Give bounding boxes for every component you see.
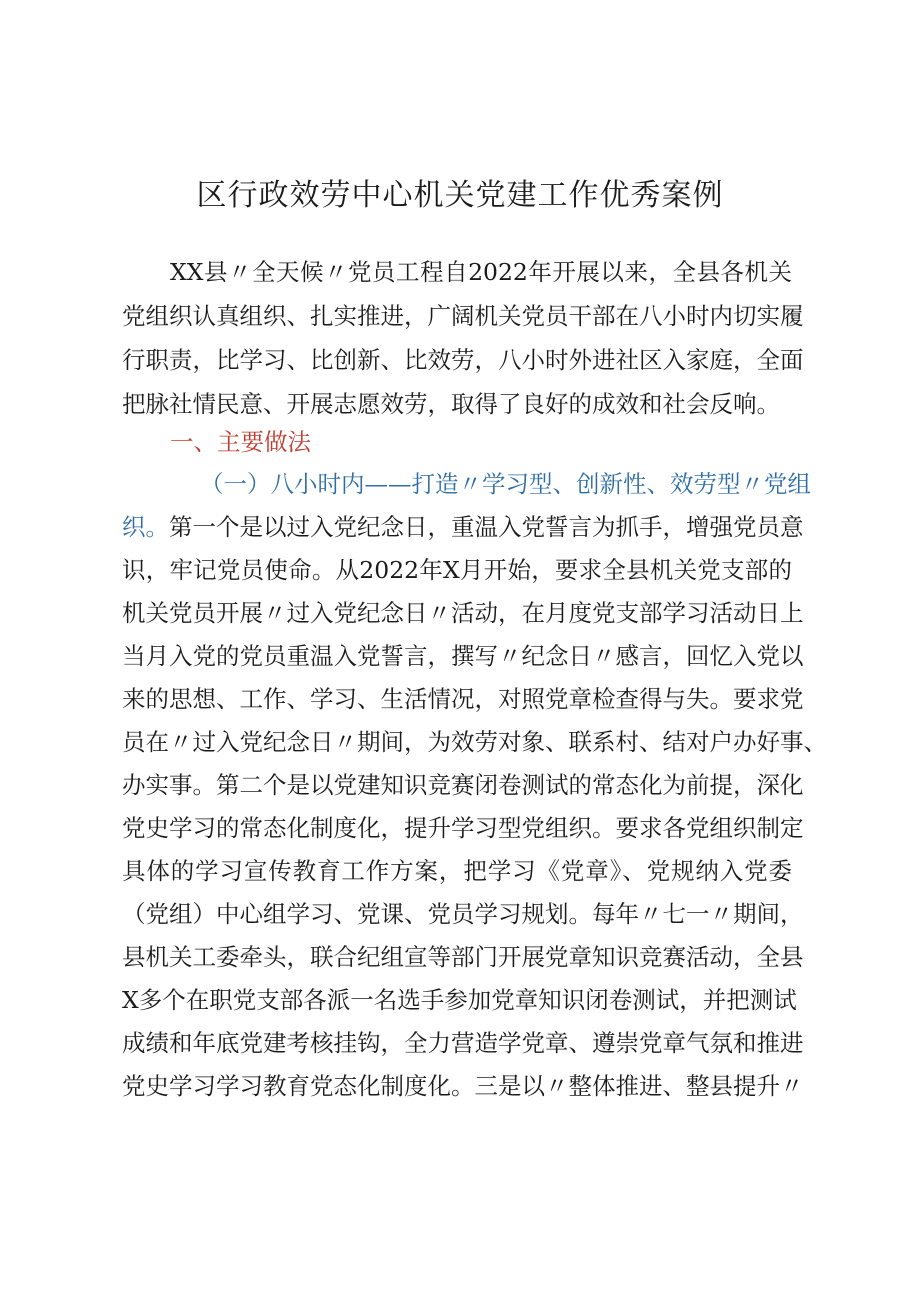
body-line: 具体的学习宣传教育工作方案，把学习《党章》、党规纳入党委	[122, 857, 792, 885]
section-heading: 一、主要做法	[170, 428, 311, 456]
body-line: 当月入党的党员重温入党誓言，撰写〃纪念日〃感言，回忆入党以	[122, 642, 804, 670]
body-line: 来的思想、工作、学习、生活情况，对照党章检查得与失。要求党	[122, 685, 804, 713]
intro-line-2: 党组织认真组织、扎实推进，广阔机关党员干部在八小时内切实履	[122, 302, 804, 330]
subsection-heading: （一）八小时内——打造〃学习型、创新性、效劳型〃党组	[200, 470, 811, 498]
document-title: 区行政效劳中心机关党建工作优秀案例	[196, 178, 724, 213]
intro-line-4: 把脉社情民意、开展志愿效劳，取得了良好的成效和社会反响。	[122, 390, 780, 418]
body-line: 党史学习学习教育党态化制度化。三是以〃整体推进、整县提升〃	[122, 1072, 804, 1100]
subsection-heading-end: 织。	[122, 513, 169, 541]
body-line: （党组）中心组学习、党课、党员学习规划。每年〃七一〃期间，	[122, 900, 804, 928]
intro-line-1: XX县〃全天候〃党员工程自2022年开展以来，全县各机关	[170, 258, 792, 286]
body-line: 机关党员开展〃过入党纪念日〃活动，在月度党支部学习活动日上	[122, 599, 804, 627]
body-line: 办实事。第二个是以党建知识竞赛闭卷测试的常态化为前提，深化	[122, 771, 804, 799]
body-line-first	[122, 505, 804, 549]
body-line: 成绩和年底党建考核挂钩，全力营造学党章、遵崇党章气氛和推进	[122, 1029, 804, 1057]
body-line: 员在〃过入党纪念日〃期间，为效劳对象、联系村、结对户办好事、	[122, 728, 827, 756]
body-line: X多个在职党支部各派一名选手参加党章知识闭卷测试，并把测试	[122, 986, 797, 1014]
body-line: 县机关工委牵头，联合纪组宣等部门开展党章知识竞赛活动，全县	[122, 943, 804, 971]
body-line-first-text: 第一个是以过入党纪念日，重温入党誓言为抓手，增强党员意	[169, 513, 804, 541]
body-line: 党史学习的常态化制度化，提升学习型党组织。要求各党组织制定	[122, 814, 804, 842]
body-line: 识，牢记党员使命。从2022年X月开始，要求全县机关党支部的	[122, 556, 792, 584]
intro-line-3: 行职责，比学习、比创新、比效劳，八小时外进社区入家庭，全面	[122, 346, 804, 374]
